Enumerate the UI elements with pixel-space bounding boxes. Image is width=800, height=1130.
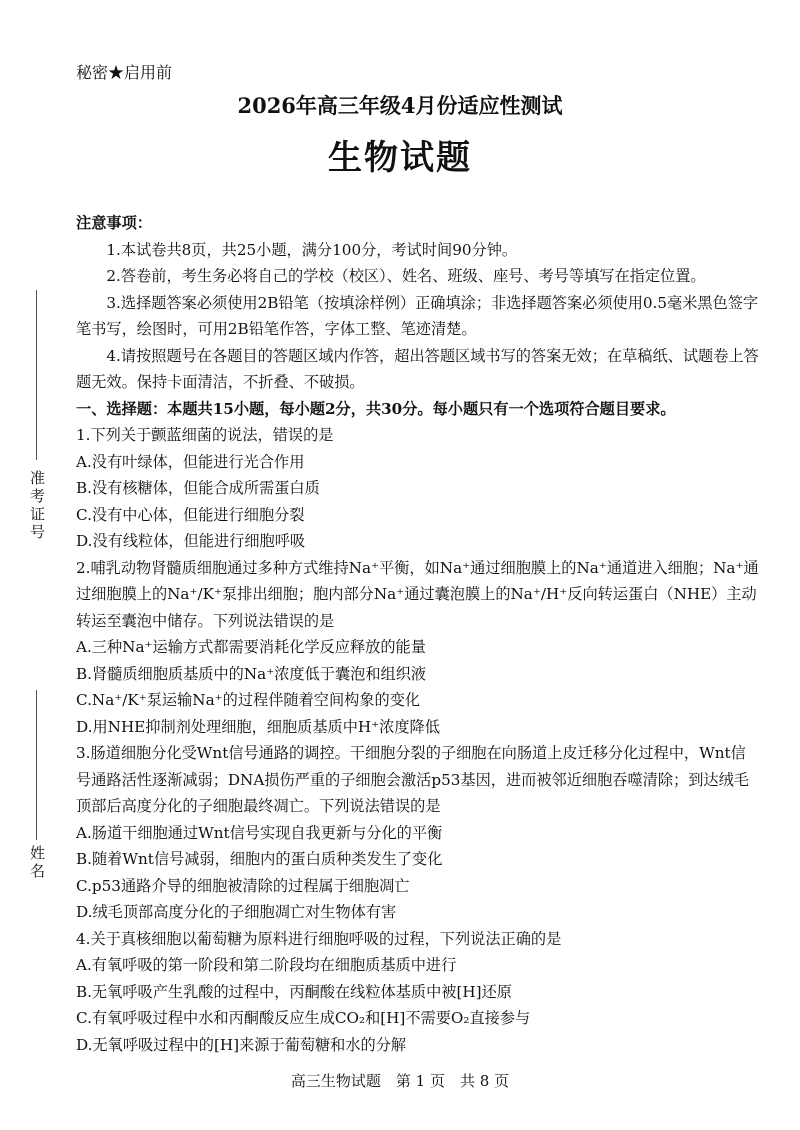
note-item: 2.答卷前，考生务必将自己的学校（校区）、姓名、班级、座号、考号等填写在指定位置。	[106, 267, 706, 285]
question-option: A.有氧呼吸的第一阶段和第二阶段均在细胞质基质中进行	[76, 956, 457, 974]
note-item: 3.选择题答案必须使用2B铅笔（按填涂样例）正确填涂；非选择题答案必须使用0.5毫米黑色签字笔书写，绘图时，可用2B铅笔作答，字体工整、笔迹清楚。	[76, 293, 759, 338]
question-stem: 1.下列关于颤蓝细菌的说法，错误的是	[76, 426, 334, 444]
page-footer: 高三生物试题 第 1 页 共 8 页	[290, 1072, 510, 1090]
question-option: D.用NHE抑制剂处理细胞，细胞质基质中H⁺浓度降低	[76, 717, 440, 736]
question-stem: 2.哺乳动物肾髓质细胞通过多种方式维持Na⁺平衡，如Na⁺通过细胞膜上的Na⁺通道进入细胞；Na⁺通过细胞膜上的Na⁺/K⁺泵排出细胞；胞内部分Na⁺通过囊泡膜上的Na⁺/H⁺反向转运蛋白（NHE）主动转运至囊泡中储存。下列说法错误的是	[76, 558, 759, 630]
question-stem: 4.关于真核细胞以葡萄糖为原料进行细胞呼吸的过程，下列说法正确的是	[76, 929, 562, 948]
question-option: C.Na⁺/K⁺泵运输Na⁺的过程伴随着空间构象的变化	[76, 691, 421, 709]
question-option: B.肾髓质细胞质基质中的Na⁺浓度低于囊泡和组织液	[76, 664, 427, 683]
question-option: C.p53通路介导的细胞被清除的过程属于细胞凋亡	[76, 876, 410, 895]
question-option: C.没有中心体，但能进行细胞分裂	[76, 505, 305, 524]
question-option: B.无氧呼吸产生乳酸的过程中，丙酮酸在线粒体基质中被[H]还原	[76, 982, 512, 1001]
note-item: 1.本试卷共8页，共25小题，满分100分，考试时间90分钟。	[106, 240, 518, 259]
exam-id-line	[36, 290, 37, 460]
question-stem: 3.肠道细胞分化受Wnt信号通路的调控。干细胞分裂的子细胞在向肠道上皮迁移分化过程中，Wnt信号通路活性逐渐减弱；DNA损伤严重的子细胞会激活p53基因，进而被邻近细胞吞噬清除；到达绒毛顶部后高度分化的子细胞最终凋亡。下列说法错误的是	[76, 744, 749, 815]
secret-label: 秘密★启用前	[76, 63, 173, 82]
name-label: 姓名	[28, 845, 46, 881]
question-option: A.没有叶绿体，但能进行光合作用	[76, 452, 305, 471]
name-line	[36, 690, 37, 840]
section-heading: 一、选择题：本题共15小题，每小题2分，共30分。每小题只有一个选项符合题目要求。	[76, 399, 676, 418]
question-option: A.三种Na⁺运输方式都需要消耗化学反应释放的能量	[76, 638, 426, 656]
question-option: D.没有线粒体，但能进行细胞呼吸	[76, 532, 306, 550]
question-option: D.无氧呼吸过程中的[H]来源于葡萄糖和水的分解	[76, 1035, 407, 1054]
note-item: 4.请按照题号在各题目的答题区域内作答，超出答题区域书写的答案无效；在草稿纸、试题卷上答题无效。保持卡面清洁，不折叠、不破损。	[76, 346, 759, 391]
exam-title: 2026年高三年级4月份适应性测试	[237, 93, 563, 118]
question-option: C.有氧呼吸过程中水和丙酮酸反应生成CO₂和[H]不需要O₂直接参与	[76, 1009, 531, 1027]
exam-id-label: 准考证号	[28, 470, 46, 542]
question-option: B.随着Wnt信号减弱，细胞内的蛋白质种类发生了变化	[76, 850, 443, 868]
question-option: D.绒毛顶部高度分化的子细胞凋亡对生物体有害	[76, 903, 397, 921]
exam-content	[76, 210, 760, 1058]
notes-heading: 注意事项：	[76, 214, 152, 232]
question-option: A.肠道干细胞通过Wnt信号实现自我更新与分化的平衡	[76, 823, 443, 842]
question-option: B.没有核糖体，但能合成所需蛋白质	[76, 479, 320, 497]
subject-title: 生物试题	[328, 138, 472, 178]
